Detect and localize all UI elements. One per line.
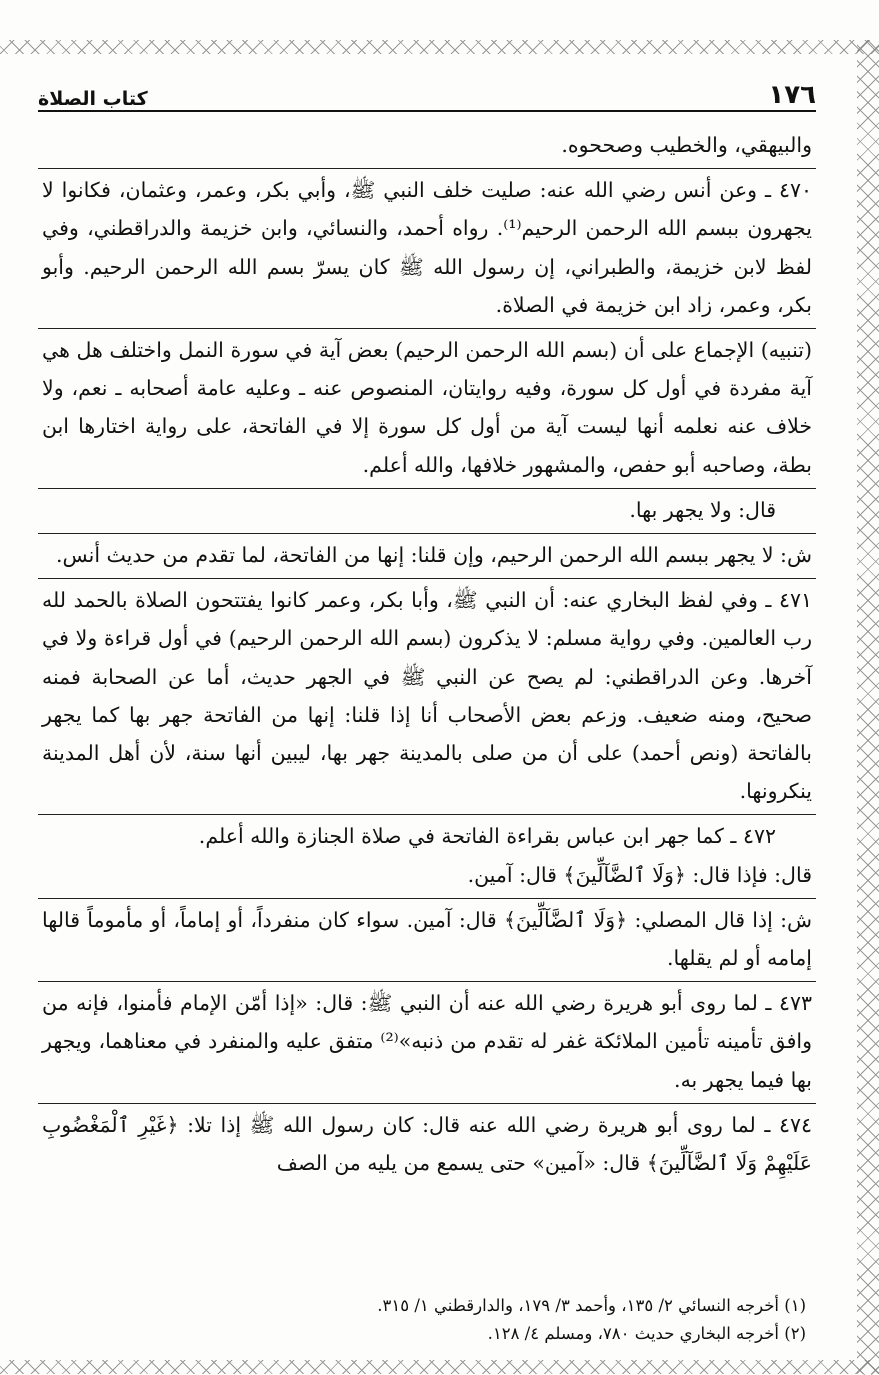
paragraph-matn: قال: ولا يجهر بها. [38,488,816,529]
paragraph-hadith-473: ٤٧٣ ـ لما روى أبو هريرة رضي الله عنه أن النبي ﷺ: قال: «إذا أمّن الإمام فأمنوا، فإنه من وافق تأمينه تأمين الملائكة غفر له تقدم من ذنبه»⁽²⁾ متفق عليه والمنفرد في معناهما، ويجهر بها فيما يجهر به. [38,981,816,1099]
page-header [38,78,816,112]
paragraph-sharh: ش: إذا قال المصلي: ﴿وَلَا ٱلضَّآلِّينَ﴾ قال: آمين. سواء كان منفرداً، أو إماماً، أو مأموماً قالها إمامه أو لم يقلها. [38,898,816,977]
decorative-border-bottom [0,1360,879,1374]
footnotes [38,1292,816,1348]
footnote: (١) أخرجه النسائي ٢/ ١٣٥، وأحمد ٣/ ١٧٩، والدارقطني ١/ ٣١٥. [377,1296,806,1315]
paragraph-sharh: ش: لا يجهر ببسم الله الرحمن الرحيم، وإن قلنا: إنها من الفاتحة، لما تقدم من حديث أنس. [38,533,816,574]
page-number: ١٧٦ [768,80,816,110]
paragraph-matn: قال: فإذا قال: ﴿وَلَا ٱلضَّآلِّينَ﴾ قال: آمين. [467,862,812,887]
paragraph-hadith-470: ٤٧٠ ـ وعن أنس رضي الله عنه: صليت خلف النبي ﷺ، وأبي بكر، وعمر، وعثمان، فكانوا لا يجهرون ببسم الله الرحمن الرحيم⁽¹⁾. رواه أحمد، والنسائي، وابن خزيمة والدراقطني، وفي لفظ لابن خزيمة، والطبراني، إن رسول الله ﷺ كان يسرّ بسم الله الرحمن الرحيم. وأبو بكر، وعمر، زاد ابن خزيمة في الصلاة. [38,168,816,324]
page-body [38,126,816,1182]
paragraph-note: (تنبيه) الإجماع على أن (بسم الله الرحمن الرحيم) بعض آية في سورة النمل واختلف هل هي آية مفردة في أول كل سورة، وفيه روايتان، المنصوص عنه ـ وعليه عامة أصحابه ـ نعم، ولا خلاف عنه نعلمه أنها ليست آية من أول كل سورة إلا في الفاتحة، على رواية اختارها ابن بطة، وصاحبه أبو حفص، والمشهور خلافها، والله أعلم. [38,328,816,484]
paragraph-hadith-474: ٤٧٤ ـ لما روى أبو هريرة رضي الله عنه قال: كان رسول الله ﷺ إذا تلا: ﴿غَيْرِ ٱلْمَغْضُوبِ عَلَيْهِمْ وَلَا ٱلضَّآلِّينَ﴾ قال: «آمين» حتى يسمع من يليه من الصف [38,1103,816,1182]
paragraph: والبيهقي، والخطيب وصححوه. [561,133,812,157]
paragraph-hadith-471: ٤٧١ ـ وفي لفظ البخاري عنه: أن النبي ﷺ، وأبا بكر، وعمر كانوا يفتتحون الصلاة بالحمد لله رب العالمين. وفي رواية مسلم: لا يذكرون (بسم الله الرحمن الرحيم) في أول قراءة ولا في آخرها. وعن الدراقطني: لم يصح عن النبي ﷺ في الجهر حديث، أما عن الصحابة فمنه صحيح، ومنه ضعيف. وزعم بعض الأصحاب أنا إذا قلنا: إنها من الفاتحة جهر بها كما يجهر بالفاتحة (ونص أحمد) على أن من صلى بالمدينة جهر بها، ليبين أنها سنة، لأن أهل المدينة ينكرونها. [38,578,816,810]
decorative-border-right [857,40,879,1375]
paragraph-hadith-472: ٤٧٢ ـ كما جهر ابن عباس بقراءة الفاتحة في صلاة الجنازة والله أعلم. [38,814,816,855]
footnote: (٢) أخرجه البخاري حديث ٧٨٠، ومسلم ٤/ ١٢٨. [487,1324,806,1343]
book-page [38,78,816,1348]
decorative-border-top [0,40,879,54]
book-title: كتاب الصلاة [38,88,148,110]
